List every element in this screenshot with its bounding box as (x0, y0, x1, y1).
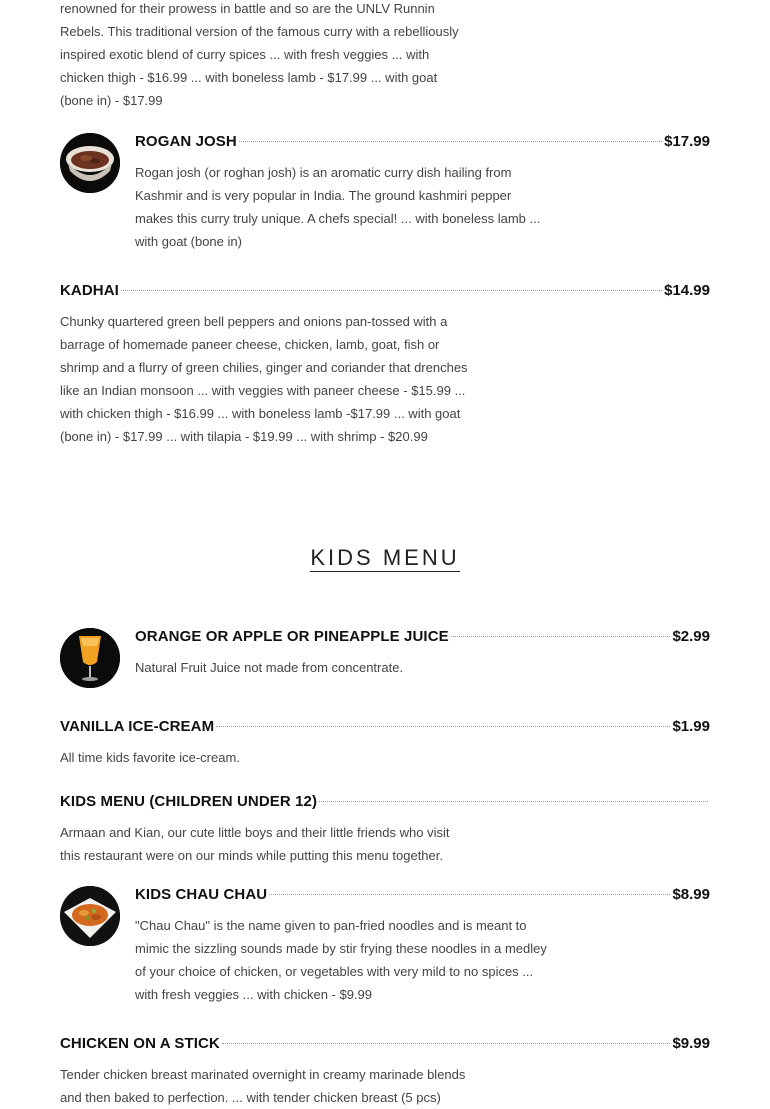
menu-item-juice (60, 628, 710, 679)
dot-leader (121, 290, 662, 291)
menu-item-kids-chau-chau (60, 886, 710, 1006)
item-price: $17.99 (664, 133, 710, 150)
item-description: Chunky quartered green bell peppers and onions pan-tossed with a barrage of homemade paneer cheese, chicken, lamb, goat, fish or shrimp and a flurry of green chilies, ginger and coriander that drenches like an Indian monsoon ... with veggies with paneer cheese - $15.99 ... with chicken thigh - $16.99 ... with boneless lamb -$17.99 ... with goat (bone in) - $17.99 ... with tilapia - $19.99 ... with shrimp - $20.99 (60, 314, 468, 444)
dot-leader (216, 726, 670, 727)
menu-item-rogan-josh (60, 133, 710, 253)
item-price: $9.99 (672, 1035, 710, 1052)
item-name: ORANGE OR APPLE OR PINEAPPLE JUICE (135, 628, 449, 645)
noodle-plate-image (60, 886, 120, 946)
dot-leader (239, 141, 662, 142)
rogan-josh-image (60, 133, 120, 193)
item-name: KIDS CHAU CHAU (135, 886, 268, 903)
menu-item-kids-menu-children (60, 793, 710, 867)
item-name: CHICKEN ON A STICK (60, 1035, 220, 1052)
section-title-kids-menu (0, 545, 770, 571)
section-title-text: KIDS MENU (310, 545, 460, 570)
menu-item-continued (60, 0, 470, 112)
item-name: KADHAI (60, 282, 119, 299)
dot-leader (222, 1043, 671, 1044)
dot-leader (319, 801, 708, 802)
menu-item-vanilla-ice-cream (60, 718, 710, 769)
juice-glass-image (60, 628, 120, 688)
item-description: Armaan and Kian, our cute little boys and their little friends who visit this restaurant were on our minds while putting this menu together. (60, 825, 450, 863)
menu-item-kadhai (60, 282, 710, 448)
item-description: Rogan josh (or roghan josh) is an aromatic curry dish hailing from Kashmir and is very popular in India. The ground kashmiri pepper makes this curry truly unique. A chefs special! ... with boneless lamb ... with goat (bone in) (135, 165, 541, 249)
item-name: KIDS MENU (CHILDREN UNDER 12) (60, 793, 318, 810)
item-price: $14.99 (664, 282, 710, 299)
item-name: VANILLA ICE-CREAM (60, 718, 215, 735)
item-name: ROGAN JOSH (135, 133, 237, 150)
menu-item-chicken-on-a-stick (60, 1035, 710, 1109)
item-description: Natural Fruit Juice not made from concentrate. (135, 660, 404, 675)
item-price: $8.99 (672, 886, 710, 903)
item-description: All time kids favorite ice-cream. (60, 750, 240, 765)
item-description: Tender chicken breast marinated overnight in creamy marinade blends and then baked to perfection. ... with tender chicken breast (5 pcs) (60, 1067, 466, 1105)
dot-leader (269, 894, 670, 895)
dot-leader (451, 636, 671, 637)
item-price: $2.99 (672, 628, 710, 645)
item-description: "Chau Chau" is the name given to pan-fried noodles and is meant to mimic the sizzling sounds made by stir frying these noodles in a medley of your choice of chicken, or vegetables with very mild to no spices ... with fresh veggies ... with chicken - $9.99 (135, 918, 547, 1002)
item-description: renowned for their prowess in battle and so are the UNLV Runnin Rebels. This traditional version of the famous curry with a rebelliously inspired exotic blend of curry spices ... with fresh veggies ... with chicken thigh - $16.99 ... with boneless lamb - $17.99 ... with goat (bone in) - $17.99 (60, 1, 459, 108)
item-price: $1.99 (672, 718, 710, 735)
